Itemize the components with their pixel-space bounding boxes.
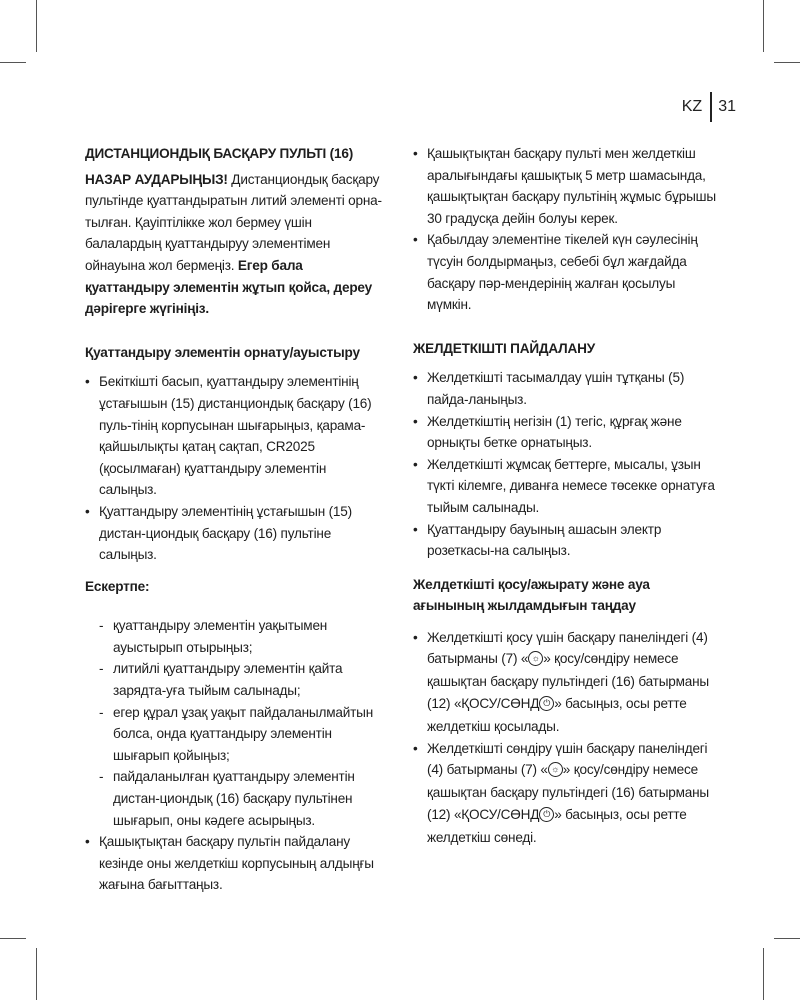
list-item: • Қашықтықтан басқару пульті мен желдеткіш аралығындағы қашықтық 5 метр шамасында, қашықтықтан басқару пультінің жұмыс бұрышы 30 градусқа дейін болуы керек. <box>413 143 723 229</box>
crop-mark <box>36 0 37 52</box>
list-item: • Қабылдау элементіне тікелей күн сәулесінің түсуін болдырмаңыз, себебі бұл жағдайда басқару пәр-мендерінің жалған қосылуы мүмкін. <box>413 229 723 315</box>
battery-steps-list <box>85 371 385 565</box>
warning-text: Дистанциондық басқару пультінде қуаттандыратын литий элементі орна-тылған. Қауіптілікке жол бермеу үшін балалардың қуаттандыруу элементімен ойнауына жол бермеңіз. <box>85 171 382 273</box>
list-item: - литийлі қуаттандыру элементін қайта зарядта-уға тыйым салынады; <box>99 658 385 701</box>
crop-mark <box>0 938 26 939</box>
language-code: KZ <box>681 98 703 115</box>
usage-list <box>413 367 723 561</box>
crop-mark <box>774 938 800 939</box>
crop-mark <box>0 62 26 63</box>
power-icon: ⏻ <box>539 807 554 822</box>
warning-label: НАЗАР АУДАРЫҢЫЗ! <box>85 171 228 187</box>
crop-mark <box>774 62 800 63</box>
list-item: - пайдаланылған қуаттандыру элементін дистан-циондық (16) басқару пультінен шығарып, оны кәдеге асырыңыз. <box>99 766 385 831</box>
warning-bold-text: Егер бала қуаттандыру элементін жұтып қойса, дереу дәрігерге жүгініңіз. <box>85 257 372 317</box>
crop-mark <box>36 948 37 1000</box>
battery-heading: Қуаттандыру элементін орнату/ауыстыру <box>85 344 360 360</box>
power-icon: ⏻ <box>539 696 554 711</box>
on-text-a: Желдеткішті қосу үшін басқару панеліндегі (4) батырманы (7) « <box>427 629 708 667</box>
warning-paragraph <box>85 169 385 320</box>
remote-control-title: ДИСТАНЦИОНДЫҚ БАСҚАРУ ПУЛЬТІ (16) <box>85 146 354 161</box>
on-text-c: » басыңыз, осы ретте желдеткіш қосылады. <box>427 696 687 735</box>
list-item: - егер құрал ұзақ уақыт пайдаланылмайтын болса, онда қуаттандыру элементін шығарып қойыңыз; <box>99 702 385 767</box>
header-divider <box>710 92 712 122</box>
right-column <box>413 143 723 848</box>
crop-mark <box>763 0 764 52</box>
list-item: • Желдеткіштің негізін (1) тегіс, құрғақ және орнықты бетке орнатыңыз. <box>413 411 723 454</box>
page-header <box>682 92 736 122</box>
note-heading: Ескертпе: <box>85 578 150 594</box>
list-item: • Желдеткішті жұмсақ беттерге, мысалы, ұзын түкті кілемге, диванға немесе төсекке орнатуға тыйым салынады. <box>413 454 723 519</box>
notes-list <box>85 615 385 831</box>
switch-list <box>413 627 723 849</box>
page-number: 31 <box>718 98 736 115</box>
list-item <box>413 627 723 738</box>
off-text-a: Желдеткішті сөндіру үшін басқару панеліндегі (4) батырманы (7) « <box>427 740 708 778</box>
list-item: • Қашықтықтан басқару пультін пайдалану кезінде оны желдеткіш корпусының алдыңғы жағына бағыттаңыз. <box>85 831 385 896</box>
list-item: • Желдеткішті тасымалдау үшін тұтқаны (5) пайда-ланыңыз. <box>413 367 723 410</box>
remote-usage-list <box>85 831 385 896</box>
list-item: • Қуаттандыру бауының ашасын электр розеткасы-на салыңыз. <box>413 519 723 562</box>
crop-mark <box>763 948 764 1000</box>
fan-speed-icon: ☼ <box>548 762 563 777</box>
list-item: • Бекіткішті басып, қуаттандыру элементінің ұстағышын (15) дистанциондық басқару (16) пуль-тінің корпусынан шығарыңыз, қарама-қайшылықты қатаң сақтап, CR2025 (қосылмаған) қуаттандыру элементін салыңыз. <box>85 371 385 501</box>
remote-bullets-list <box>413 143 723 316</box>
list-item: - қуаттандыру элементін уақытымен ауыстырып отырыңыз; <box>99 615 385 658</box>
switch-heading: Желдеткішті қосу/ажырату және ауа ағынының жылдамдығын таңдау <box>413 576 650 614</box>
off-text-c: » басыңыз, осы ретте желдеткіш сөнеді. <box>427 806 687 845</box>
fan-speed-icon: ☼ <box>528 651 543 666</box>
usage-title: ЖЕЛДЕТКІШТІ ПАЙДАЛАНУ <box>413 340 595 356</box>
on-text-b: » қосу/сөндіру немесе қашықтан басқару пультіндегі (16) батырманы (12) «ҚОСУ/СӨНД <box>427 651 710 712</box>
list-item <box>413 738 723 849</box>
left-column <box>85 143 385 896</box>
list-item: • Қуаттандыру элементінің ұстағышын (15) дистан-циондық басқару (16) пультіне салыңыз. <box>85 501 385 566</box>
off-text-b: » қосу/сөндіру немесе қашықтан басқару пультіндегі (16) батырманы (12) «ҚОСУ/СӨНД <box>427 762 710 822</box>
